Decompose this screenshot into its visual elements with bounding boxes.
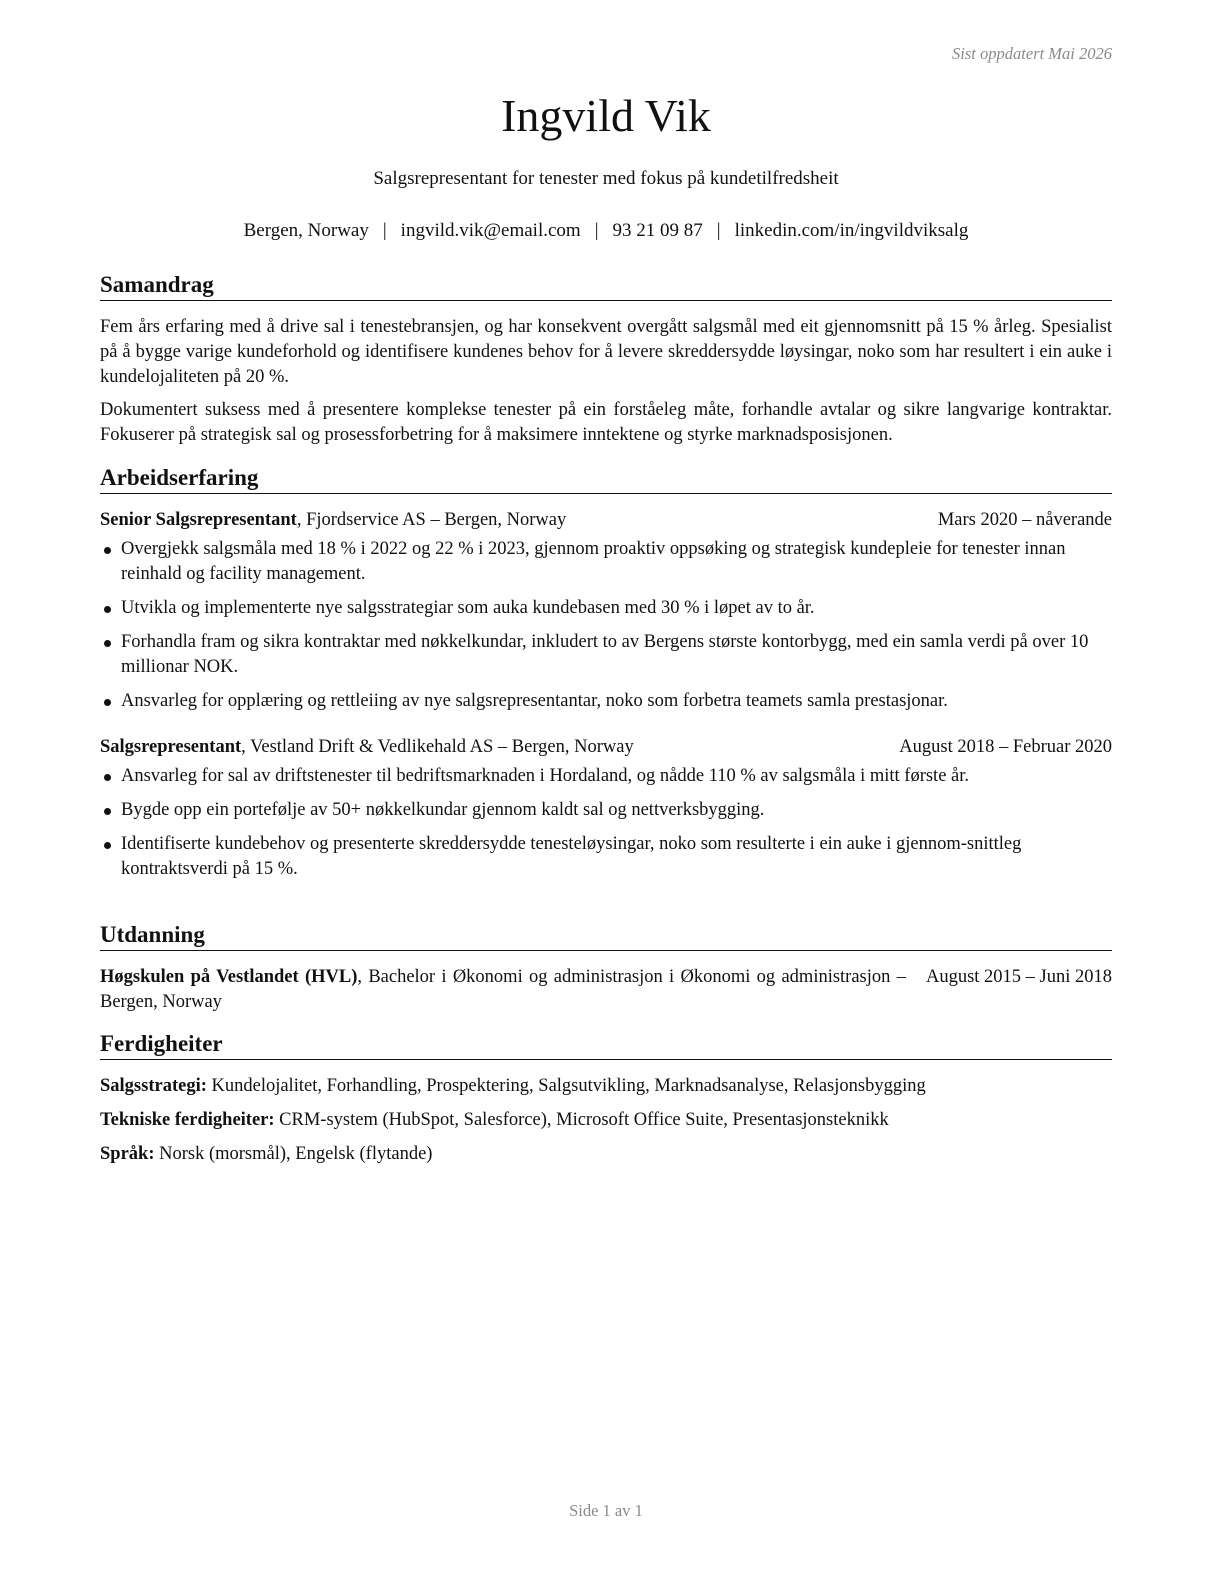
job-dates: August 2018 – Februar 2020 <box>899 737 1112 757</box>
education-title-line <box>100 965 926 1015</box>
job-bullet: Forhandla fram og sikra kontraktar med nøkkelkundar, inkludert to av Bergens største kontorbygg, med ein samla verdi på over 10 millionar NOK. <box>100 630 1112 680</box>
job-company: , Vestland Drift & Vedlikehald AS – Bergen, Norway <box>241 737 634 757</box>
job-bullets <box>100 764 1112 882</box>
contact-separator: | <box>716 220 721 241</box>
contact-phone: 93 21 09 87 <box>612 220 703 241</box>
last-updated: Sist oppdatert Mai 2026 <box>952 44 1112 63</box>
education-school: Høgskulen på Vestlandet (HVL) <box>100 967 358 987</box>
job-header <box>100 735 1112 760</box>
section-title-experience: Arbeidserfaring <box>100 464 1112 494</box>
contact-line <box>100 220 1112 242</box>
contact-linkedin[interactable]: linkedin.com/in/ingvildviksalg <box>734 220 969 241</box>
contact-separator: | <box>382 220 387 241</box>
resume-page <box>100 0 1112 1584</box>
job-bullets <box>100 537 1112 714</box>
contact-location: Bergen, Norway <box>243 220 369 241</box>
contact-email[interactable]: ingvild.vik@email.com <box>400 220 581 241</box>
experience-section <box>100 464 1112 891</box>
candidate-name: Ingvild Vik <box>501 90 711 141</box>
skill-value: Kundelojalitet, Forhandling, Prospektering, Salgsutvikling, Marknadsanalyse, Relasjonsbygging <box>206 1076 926 1096</box>
candidate-headline: Salgsrepresentant for tenester med fokus på kundetilfredsheit <box>373 168 839 189</box>
skill-value: CRM-system (HubSpot, Salesforce), Microsoft Office Suite, Presentasjonsteknikk <box>274 1110 889 1130</box>
contact-separator: | <box>594 220 599 241</box>
summary-section <box>100 271 1112 448</box>
education-details: , Bachelor i Økonomi og administrasjon i Økonomi og administrasjon – Bergen, Norway <box>100 967 906 1012</box>
job-title-line <box>100 735 872 760</box>
skill-row <box>100 1074 1112 1099</box>
summary-paragraph: Fem års erfaring med å drive sal i tenestebransjen, og har konsekvent overgått salgsmål med eit gjennomsnitt på 15 % årleg. Spesialist på å bygge varige kundeforhold og identifisere kundenes behov for å levere skreddersydde løysingar, noko som har resultert i ein auke i kundelojaliteten på 20 %. <box>100 317 1112 387</box>
skills-section <box>100 1030 1112 1167</box>
job-bullet: Identifiserte kundebehov og presenterte skreddersydde tenesteløysingar, noko som resulterte i ein auke i gjennom-snittleg kontraktsverdi på 15 %. <box>100 832 1112 882</box>
skill-row <box>100 1108 1112 1133</box>
education-dates: August 2015 – Juni 2018 <box>925 967 1112 987</box>
job-bullet: Bygde opp ein portefølje av 50+ nøkkelkundar gjennom kaldt sal og nettverksbygging. <box>100 798 1112 823</box>
job-role: Salgsrepresentant <box>100 737 242 757</box>
job-bullet: Ansvarleg for sal av driftstenester til bedriftsmarknaden i Hordaland, og nådde 110 % av salgsmåla i mitt første år. <box>100 764 1112 789</box>
job-bullet: Utvikla og implementerte nye salgsstrategiar som auka kundebasen med 30 % i løpet av to år. <box>100 596 1112 621</box>
job-dates: Mars 2020 – nåverande <box>937 510 1112 530</box>
education-entry <box>100 965 1112 1015</box>
job-bullet: Overgjekk salgsmåla med 18 % i 2022 og 22 % i 2023, gjennom proaktiv oppsøking og strategisk kundepleie for tenester innan reinhald og facility management. <box>100 537 1112 587</box>
section-title-summary: Samandrag <box>100 271 1112 301</box>
section-title-skills: Ferdigheiter <box>100 1030 1112 1060</box>
summary-paragraph: Dokumentert suksess med å presentere komplekse tenester på ein forståeleg måte, forhandle avtalar og sikre langvarige kontraktar. Fokuserer på strategisk sal og prosessforbetring for å maksimere inntektene og styrke marknadsposisjonen. <box>100 400 1112 445</box>
page-number: Side 1 av 1 <box>569 1501 643 1520</box>
skill-value: Norsk (morsmål), Engelsk (flytande) <box>154 1144 433 1164</box>
education-section <box>100 921 1112 1015</box>
job-role: Senior Salgsrepresentant <box>100 510 297 530</box>
job-bullet: Ansvarleg for opplæring og rettleiing av nye salgsrepresentantar, noko som forbetra teamets samla prestasjonar. <box>100 689 1112 714</box>
skill-label: Språk: <box>100 1144 155 1164</box>
job-company: , Fjordservice AS – Bergen, Norway <box>296 510 567 530</box>
skill-label: Salgsstrategi: <box>100 1076 207 1096</box>
skill-label: Tekniske ferdigheiter: <box>100 1110 275 1130</box>
job-title-line <box>100 508 938 533</box>
job-header <box>100 508 1112 533</box>
section-title-education: Utdanning <box>100 921 1112 951</box>
skill-row <box>100 1142 1112 1167</box>
